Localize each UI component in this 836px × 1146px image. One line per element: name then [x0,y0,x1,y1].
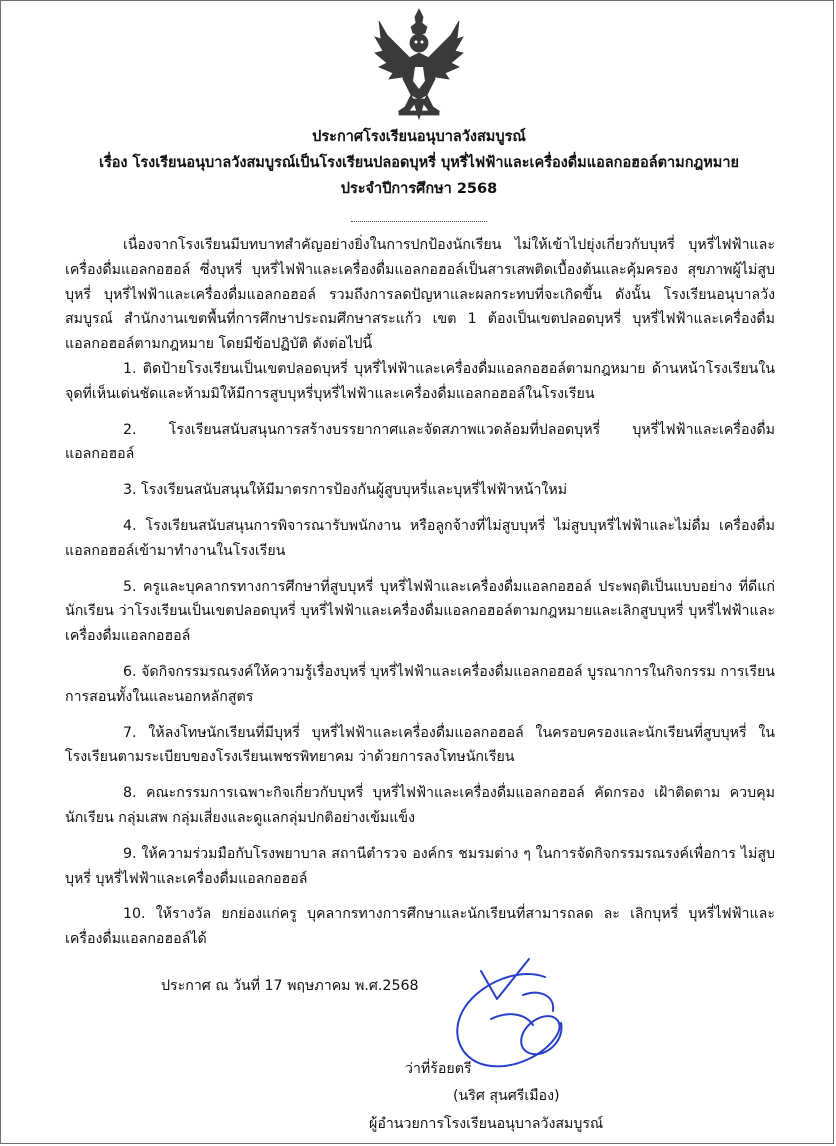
rule-item: 7. ให้ลงโทษนักเรียนที่มีบุหรี่ บุหรี่ไฟฟ้าและเครื่องดื่มแอลกอฮอล์ ในครอบครองและนักเรียนที่สูบบุหรี่ ในโรงเรียนตามระเบียบของโรงเรียนเพชรพิทยาคม ว่าด้วยการลงโทษนักเรียน [65,724,775,766]
announcement-subject: เรื่อง โรงเรียนอนุบาลวังสมบูรณ์เป็นโรงเรียนปลอดบุหรี่ บุหรี่ไฟฟ้าและเครื่องดื่มแอลกอฮอล์ตามกฎหมาย [98,155,739,171]
announcement-body [65,233,775,952]
rule-item: 1. ติดป้ายโรงเรียนเป็นเขตปลอดบุหรี่ บุหรี่ไฟฟ้าและเครื่องดื่มแอลกอฮอล์ตามกฎหมาย ด้านหน้าโรงเรียนในจุดที่เห็นเด่นชัดและห้ามมิให้มีการสูบบุหรี่บุหรี่ไฟฟ้าและเครื่องดื่มแอลกอฮอล์ในโรงเรียน [65,360,775,402]
signer-rank: ว่าที่ร้อยตรี [405,1061,472,1077]
announcement-date: ประกาศ ณ วันที่ 17 พฤษภาคม พ.ศ.2568 [161,978,419,994]
garuda-emblem-icon [369,7,469,123]
academic-year: ประจำปีการศึกษา 2568 [340,181,498,197]
rule-item: 6. จัดกิจกรรมรณรงค์ให้ความรู้เรื่องบุหรี่ บุหรี่ไฟฟ้าและเครื่องดื่มแอลกอฮอล์ บูรณาการในกิจกรรม การเรียนการสอนทั้งในและนอกหลักสูตร [65,663,775,705]
rule-item: 9. ให้ความร่วมมือกับโรงพยาบาล สถานีตำรวจ องค์กร ชมรมต่าง ๆ ในการจัดกิจกรรมรณรงค์เพื่อการ ไม่สูบบุหรี่ บุหรี่ไฟฟ้าและเครื่องดื่มแอลกอฮอล์ [65,845,775,887]
signer-name: (นริศ สุนศรีเมือง) [453,1088,560,1104]
rule-item: 2. โรงเรียนสนับสนุนการสร้างบรรยากาศและจัดสภาพแวดล้อมที่ปลอดบุหรี่ บุหรี่ไฟฟ้าและเครื่องดื่มแอลกอฮอล์ [65,421,775,463]
rule-item: 4. โรงเรียนสนับสนุนการพิจารณารับพนักงาน หรือลูกจ้างที่ไม่สูบบุหรี่ ไม่สูบบุหรี่ไฟฟ้าและไม่ดื่ม เครื่องดื่มแอลกอฮอล์เข้ามาทำงานในโรงเรียน [65,517,775,559]
signer-position: ผู้อำนวยการโรงเรียนอนุบาลวังสมบูรณ์ [369,1116,604,1132]
rule-item: 10. ให้รางวัล ยกย่องแก่ครู บุคลากรทางการศึกษาและนักเรียนที่สามารถลด ละ เลิกบุหรี่ บุหรี่ไฟฟ้าและเครื่องดื่มแอลกอฮอล์ได้ [65,906,775,948]
rule-item: 8. คณะกรรมการเฉพาะกิจเกี่ยวกับบุหรี่ บุหรี่ไฟฟ้าและเครื่องดื่มแอลกอฮอล์ คัดกรอง เฝ้าติดตาม ควบคุมนักเรียน กลุ่มเสพ กลุ่มเสี่ยงและดูแลกลุ่มปกติอย่างเข้มแข็ง [65,785,775,826]
dotted-divider [351,221,487,222]
rule-item: 5. ครูและบุคลากรทางการศึกษาที่สูบบุหรี่ บุหรี่ไฟฟ้าและเครื่องดื่มแอลกอฮอล์ ประพฤติเป็นแบบอย่าง ที่ดีแก่นักเรียน ว่าโรงเรียนเป็นเขตปลอดบุหรี่ บุหรี่ไฟฟ้าและเครื่องดื่มแอลกอฮอล์ตามกฎหมายและเลิกสูบบุหรี่ บุหรี่ไฟฟ้าและเครื่องดื่มแอลกอฮอล์ [65,578,775,645]
announcement-issuer: ประกาศโรงเรียนอนุบาลวังสมบูรณ์ [312,129,526,145]
rule-item: 3. โรงเรียนสนับสนุนให้มีมาตรการป้องกันผู้สูบบุหรี่และบุหรี่ไฟฟ้าหน้าใหม่ [123,482,568,499]
intro-paragraph: เนื่องจากโรงเรียนมีบทบาทสำคัญอย่างยิ่งในการปกป้องนักเรียน ไม่ให้เข้าไปยุ่งเกี่ยวกับบุหรี่ บุหรี่ไฟฟ้าและเครื่องดื่มแอลกอฮอล์ ซึ่งบุหรี่ บุหรี่ไฟฟ้าและเครื่องดื่มแอลกอฮอล์เป็นสารเสพติดเบื้องต้นและคุ้มครอง สุขภาพผู้ไม่สูบบุหรี่ บุหรี่ไฟฟ้าและเครื่องดื่มแอลกอฮอล์ รวมถึงการลดปัญหาและผลกระทบที่จะเกิดขึ้น ดังนั้น โรงเรียนอนุบาลวังสมบูรณ์ สำนักงานเขตพื้นที่การศึกษาประถมศึกษาสระแก้ว เขต 1 ต้องเป็นเขตปลอดบุหรี่ บุหรี่ไฟฟ้าและเครื่องดื่มแอลกอฮอล์ตามกฎหมาย โดยมีข้อปฏิบัติ ดังต่อไปนี้ [65,237,775,353]
